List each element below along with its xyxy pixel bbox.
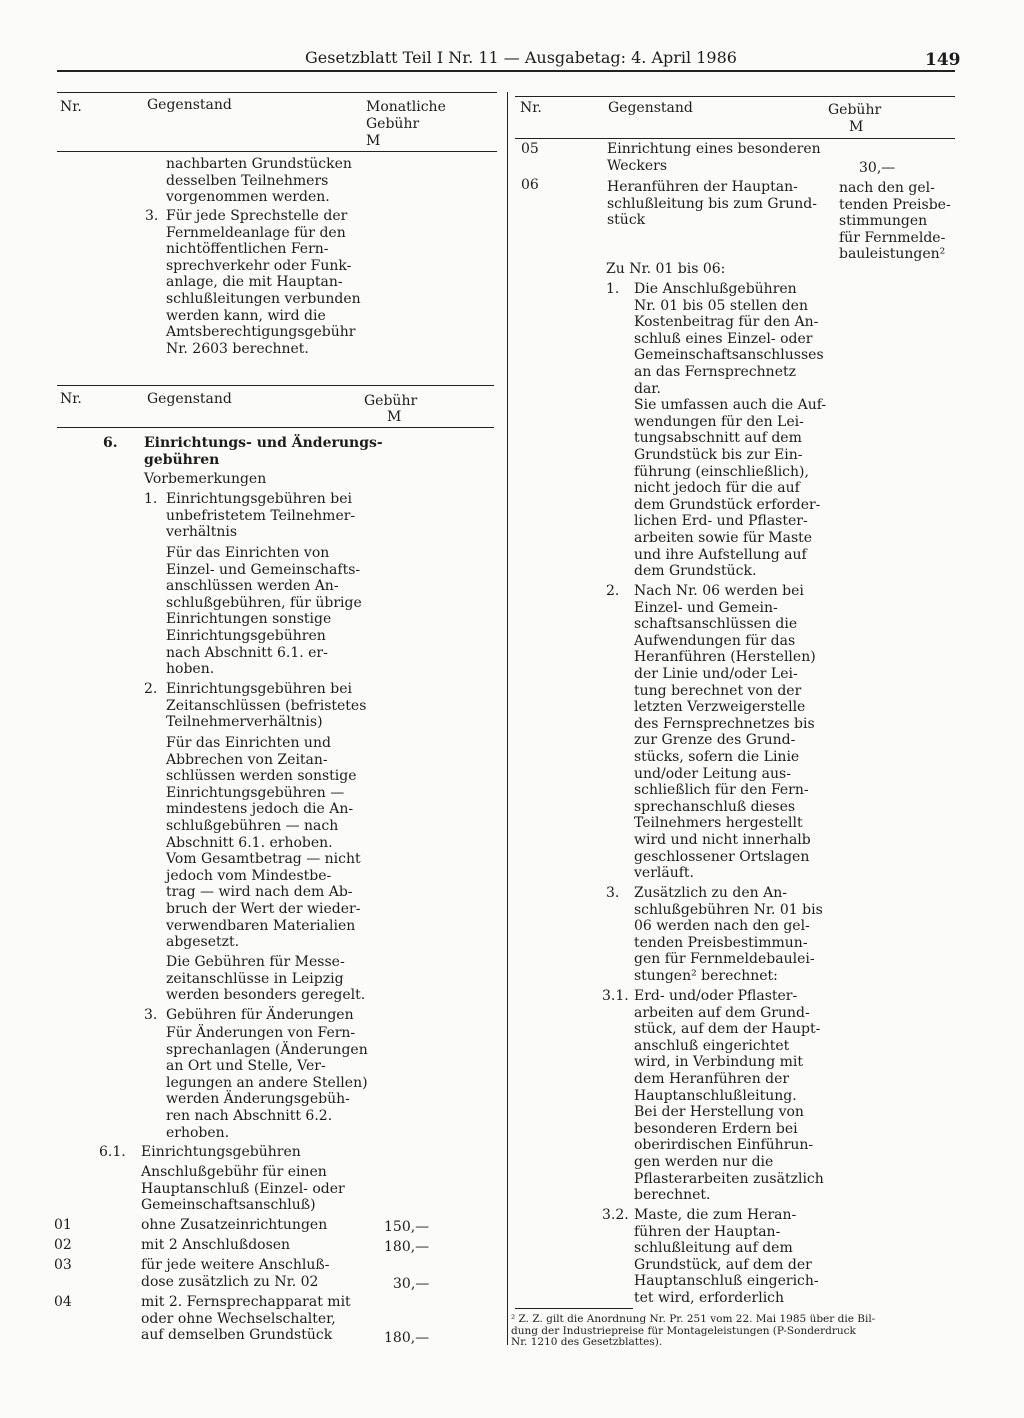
row-number: 04 bbox=[54, 1294, 72, 1310]
table1-header-rule bbox=[57, 151, 497, 152]
note-2-line: letzten Verzweigerstelle bbox=[634, 699, 806, 716]
row-description: Heranführen der Hauptan- bbox=[607, 179, 798, 195]
remark-1-line: hoben. bbox=[166, 661, 215, 678]
row-fee: 180,— bbox=[384, 1330, 430, 1346]
remark-2-line: Vom Gesamtbetrag — nicht bbox=[166, 851, 361, 868]
note-3-1-line: besonderen Erdern bei bbox=[634, 1120, 798, 1137]
note-3-line: stungen² berechnet: bbox=[634, 968, 778, 984]
table1-line: werden kann, wird die bbox=[166, 307, 326, 324]
note-3-1-line: Erd- und/oder Pflaster- bbox=[634, 988, 798, 1004]
note-1-line: Nr. 01 bis 05 stellen den bbox=[634, 297, 808, 314]
remark-3-line: Gebühren für Änderungen bbox=[166, 1007, 354, 1023]
note-3-1-line: Pflasterarbeiten zusätzlich bbox=[634, 1170, 824, 1187]
page-number: 149 bbox=[925, 50, 961, 70]
remark-1-line: unbefristetem Teilnehmer- bbox=[166, 507, 356, 524]
row-number: 06 bbox=[521, 177, 539, 193]
table1-line: Für jede Sprechstelle der bbox=[166, 208, 348, 224]
remark-3-line: ren nach Abschnitt 6.2. bbox=[166, 1108, 333, 1124]
remark-2-line: zeitanschlüsse in Leipzig bbox=[166, 970, 344, 987]
note-1-line: dem Grundstück erforder- bbox=[634, 496, 821, 513]
subsection-number: 6.1. bbox=[99, 1144, 126, 1160]
note-3-1-line: oberirdischen Einführun- bbox=[634, 1137, 814, 1154]
remark-2-line: schlüssen werden sonstige bbox=[166, 768, 357, 785]
note-2-line: Nach Nr. 06 werden bei bbox=[634, 583, 804, 599]
table1-line: desselben Teilnehmers bbox=[166, 172, 329, 189]
table1-header-subject: Gegenstand bbox=[147, 97, 232, 113]
remark-2-line: abgesetzt. bbox=[166, 934, 240, 951]
row-fee: bauleistungen² bbox=[839, 246, 946, 263]
table1-header-fee-line: Monatliche bbox=[366, 99, 446, 115]
note-1-line: tungsabschnitt auf dem bbox=[634, 430, 802, 447]
note-1-line: arbeiten sowie für Maste bbox=[634, 530, 813, 546]
running-title: Gesetzblatt Teil I Nr. 11 — Ausgabetag: 4. April 1986 bbox=[305, 48, 737, 67]
remark-2-line: Teilnehmerverhältnis) bbox=[166, 714, 323, 731]
note-3-2-number: 3.2. bbox=[602, 1207, 629, 1223]
table3-top-rule bbox=[515, 96, 955, 97]
header-rule bbox=[57, 70, 955, 72]
note-1-line: dem Grundstück. bbox=[634, 563, 757, 580]
table1-line: schlußleitungen verbunden bbox=[166, 291, 361, 307]
subsection-line: Einrichtungsgebühren bbox=[141, 1144, 301, 1160]
note-2-line: wird und nicht innerhalb bbox=[634, 832, 811, 848]
row-fee: 30,— bbox=[393, 1276, 430, 1292]
note-3-line: tenden Preisbestimmun- bbox=[634, 934, 808, 951]
note-1-line: an das Fernsprechnetz bbox=[634, 364, 796, 380]
remark-2-line: werden besonders geregelt. bbox=[166, 987, 366, 1004]
note-3-1-line: arbeiten auf dem Grund- bbox=[634, 1004, 810, 1021]
note-2-number: 2. bbox=[606, 583, 620, 599]
table1-line: nichtöffentlichen Fern- bbox=[166, 241, 329, 258]
row-number: 02 bbox=[54, 1237, 72, 1253]
note-3-2-line: Grundstück, auf dem der bbox=[634, 1256, 812, 1273]
note-3-line: Zusätzlich zu den An- bbox=[634, 885, 787, 901]
note-3-2-line: Hauptanschluß eingerich- bbox=[634, 1273, 819, 1290]
subsection-line: Anschlußgebühr für einen bbox=[141, 1164, 327, 1180]
footnote-line: Nr. 1210 des Gesetzblattes). bbox=[511, 1336, 663, 1348]
note-2-line: schließlich für den Fern- bbox=[634, 782, 809, 799]
note-3-2-line: schlußleitung auf dem bbox=[634, 1240, 793, 1257]
table3-header-subject: Gegenstand bbox=[608, 100, 693, 116]
row-fee: 150,— bbox=[384, 1219, 430, 1235]
table1-line: vorgenommen werden. bbox=[166, 189, 330, 206]
note-3-1-line: stück, auf dem der Haupt- bbox=[634, 1021, 821, 1038]
row-description: ohne Zusatzeinrichtungen bbox=[141, 1217, 328, 1233]
note-1-line: Sie umfassen auch die Auf- bbox=[634, 397, 827, 414]
row-description: mit 2 Anschlußdosen bbox=[141, 1237, 291, 1253]
row-number: 03 bbox=[54, 1257, 72, 1273]
section-title-line: Einrichtungs- und Änderungs- bbox=[144, 435, 383, 451]
table2-top-rule bbox=[57, 385, 494, 386]
remark-1-line: Einrichtungsgebühren bei bbox=[166, 491, 352, 507]
row-description: Einrichtung eines besonderen bbox=[607, 141, 821, 157]
table1-top-rule bbox=[57, 92, 497, 93]
table1-line: anlage, die mit Hauptan- bbox=[166, 274, 343, 291]
table3-header-fee-line: M bbox=[849, 119, 864, 135]
remark-3-number: 3. bbox=[144, 1007, 158, 1023]
table1-line: nachbarten Grundstücken bbox=[166, 156, 352, 172]
remark-3-line: erhoben. bbox=[166, 1124, 230, 1141]
table3-header-fee-line: Gebühr bbox=[828, 102, 882, 118]
footnote-rule bbox=[515, 1308, 633, 1309]
remark-1-line: Für das Einrichten von bbox=[166, 545, 330, 561]
remark-2-line: Zeitanschlüssen (befristetes bbox=[166, 697, 367, 714]
row-fee: für Fernmelde- bbox=[839, 229, 946, 246]
note-2-line: zur Grenze des Grund- bbox=[634, 732, 796, 749]
row-fee: stimmungen bbox=[839, 213, 928, 230]
remark-1-line: nach Abschnitt 6.1. er- bbox=[166, 644, 328, 661]
row-fee: tenden Preisbe- bbox=[839, 196, 951, 213]
remark-2-line: schlußgebühren — nach bbox=[166, 818, 339, 834]
row-description: stück bbox=[607, 212, 646, 229]
remark-2-line: Die Gebühren für Messe- bbox=[166, 954, 345, 970]
table1-line: Fernmeldeanlage für den bbox=[166, 224, 346, 241]
note-2-line: sprechanschluß dieses bbox=[634, 798, 796, 815]
remark-2-line: Einrichtungsgebühren — bbox=[166, 784, 345, 801]
footnote-line: ² Z. Z. gilt die Anordnung Nr. Pr. 251 vom 22. Mai 1985 über die Bil- bbox=[511, 1313, 876, 1325]
remark-3-line: sprechanlagen (Änderungen bbox=[166, 1041, 368, 1058]
section-number: 6. bbox=[103, 435, 118, 451]
row-fee: nach den gel- bbox=[839, 180, 935, 196]
note-2-line: und/oder Leitung aus- bbox=[634, 765, 791, 782]
footnote-line: dung der Industriepreise für Montageleistungen (P-Sonderdruck bbox=[511, 1324, 856, 1337]
note-3-line: schlußgebühren Nr. 01 bis bbox=[634, 901, 823, 918]
note-1-line: Gemeinschaftsanschlusses bbox=[634, 347, 824, 364]
note-2-line: verläuft. bbox=[634, 865, 694, 882]
table1-line: Amtsberechtigungsgebühr bbox=[166, 324, 356, 341]
note-1-line: schluß eines Einzel- oder bbox=[634, 330, 813, 347]
note-1-line: führung (einschließlich), bbox=[634, 463, 809, 480]
remark-1-line: Einzel- und Gemeinschafts- bbox=[166, 561, 361, 578]
table1-header-fee-line: Gebühr bbox=[366, 116, 420, 132]
remark-2-line: jedoch vom Mindestbe- bbox=[166, 867, 332, 884]
table1-header-fee-line: M bbox=[366, 133, 381, 149]
note-2-line: schaftsanschlüssen die bbox=[634, 616, 798, 633]
row-fee: 30,— bbox=[859, 160, 896, 176]
remark-1-line: Einrichtungen sonstige bbox=[166, 611, 332, 628]
remark-3-line: legungen an andere Stellen) bbox=[166, 1074, 368, 1091]
row-description: auf demselben Grundstück bbox=[141, 1327, 333, 1344]
note-2-line: Einzel- und Gemein- bbox=[634, 599, 778, 616]
note-1-number: 1. bbox=[606, 281, 620, 297]
table2-header-nr: Nr. bbox=[60, 391, 82, 407]
remark-2-line: verwendbaren Materialien bbox=[166, 917, 356, 934]
note-1-line: wendungen für den Lei- bbox=[634, 413, 804, 430]
note-1-line: Grundstück bis zur Ein- bbox=[634, 447, 803, 463]
note-3-number: 3. bbox=[606, 885, 620, 901]
note-3-2-line: führen der Hauptan- bbox=[634, 1223, 781, 1240]
note-2-line: der Linie und/oder Lei- bbox=[634, 666, 798, 682]
note-1-line: dar. bbox=[634, 380, 661, 397]
note-3-2-line: tet wird, erforderlich bbox=[634, 1290, 785, 1306]
row-description: schlußleitung bis zum Grund- bbox=[607, 195, 817, 212]
note-1-line: Kostenbeitrag für den An- bbox=[634, 314, 819, 331]
note-2-line: stücks, sofern die Linie bbox=[634, 749, 800, 765]
note-2-line: Aufwendungen für das bbox=[634, 632, 796, 649]
remark-2-line: bruch der Wert der wieder- bbox=[166, 901, 361, 917]
row-number: 05 bbox=[521, 141, 539, 157]
note-2-line: tung berechnet von der bbox=[634, 682, 802, 699]
note-3-line: 06 werden nach den gel- bbox=[634, 918, 810, 935]
note-3-1-line: gen werden nur die bbox=[634, 1154, 774, 1170]
note-3-2-line: Maste, die zum Heran- bbox=[634, 1207, 797, 1223]
row-description: für jede weitere Anschluß- bbox=[141, 1257, 330, 1273]
note-1-line: und ihre Aufstellung auf bbox=[634, 546, 807, 563]
subsection-line: Gemeinschaftsanschluß) bbox=[141, 1197, 316, 1214]
note-2-line: geschlossener Ortslagen bbox=[634, 848, 810, 865]
preliminary-remarks-heading: Vorbemerkungen bbox=[144, 471, 267, 487]
remark-2-line: Für das Einrichten und bbox=[166, 735, 331, 751]
note-2-line: des Fernsprechnetzes bis bbox=[634, 715, 815, 732]
table1-line: Nr. 2603 berechnet. bbox=[166, 340, 309, 357]
remark-1-number: 1. bbox=[144, 491, 158, 507]
table1-line: sprechverkehr oder Funk- bbox=[166, 257, 352, 274]
row-description: mit 2. Fernsprechapparat mit bbox=[141, 1294, 351, 1310]
remark-3-line: werden Änderungsgebüh- bbox=[166, 1091, 350, 1108]
remark-2-line: trag — wird nach dem Ab- bbox=[166, 884, 353, 901]
note-1-line: Die Anschlußgebühren bbox=[634, 281, 797, 297]
table1-header-nr: Nr. bbox=[60, 99, 82, 115]
note-3-1-line: Bei der Herstellung von bbox=[634, 1104, 804, 1121]
section-title-line: gebühren bbox=[144, 451, 220, 468]
remark-1-line: Einrichtungsgebühren bbox=[166, 628, 326, 644]
note-3-1-line: Hauptanschlußleitung. bbox=[634, 1087, 797, 1104]
remark-2-line: Einrichtungsgebühren bei bbox=[166, 681, 352, 697]
table2-header-fee-line: Gebühr bbox=[364, 393, 418, 409]
notes-heading: Zu Nr. 01 bis 06: bbox=[606, 261, 726, 277]
table2-header-fee-line: M bbox=[387, 409, 402, 425]
remark-2-number: 2. bbox=[144, 681, 158, 697]
note-2-line: Heranführen (Herstellen) bbox=[634, 649, 816, 666]
remark-1-line: anschlüssen werden An- bbox=[166, 578, 339, 595]
note-1-line: nicht jedoch für die auf bbox=[634, 480, 800, 497]
note-3-line: gen für Fernmeldebaulei- bbox=[634, 951, 815, 968]
remark-2-line: Abbrechen von Zeitan- bbox=[166, 751, 328, 768]
note-3-1-line: dem Heranführen der bbox=[634, 1071, 790, 1087]
note-3-1-line: berechnet. bbox=[634, 1187, 711, 1204]
row-number: 01 bbox=[54, 1217, 72, 1233]
remark-1-line: verhältnis bbox=[166, 524, 238, 541]
table3-header-rule bbox=[515, 138, 955, 139]
remark-3-line: Für Änderungen von Fern- bbox=[166, 1025, 356, 1041]
row-description: Weckers bbox=[607, 157, 668, 174]
row-fee: 180,— bbox=[384, 1239, 430, 1255]
note-1-line: lichen Erd- und Pflaster- bbox=[634, 513, 808, 530]
table2-header-subject: Gegenstand bbox=[147, 391, 232, 407]
note-3-1-line: anschluß eingerichtet bbox=[634, 1037, 790, 1054]
remark-2-line: mindestens jedoch die An- bbox=[166, 801, 354, 818]
note-3-1-line: wird, in Verbindung mit bbox=[634, 1054, 804, 1071]
table1-item-number: 3. bbox=[145, 208, 159, 224]
note-3-1-number: 3.1. bbox=[602, 988, 629, 1004]
table2-header-rule bbox=[57, 427, 494, 428]
note-2-line: Teilnehmers hergestellt bbox=[634, 815, 803, 832]
table3-header-nr: Nr. bbox=[520, 100, 542, 116]
row-description: dose zusätzlich zu Nr. 02 bbox=[141, 1273, 319, 1290]
remark-3-line: an Ort und Stelle, Ver- bbox=[166, 1058, 326, 1075]
row-description: oder ohne Wechselschalter, bbox=[141, 1310, 336, 1327]
subsection-line: Hauptanschluß (Einzel- oder bbox=[141, 1180, 345, 1197]
remark-2-line: Abschnitt 6.1. erhoben. bbox=[166, 834, 333, 851]
column-divider bbox=[507, 92, 508, 1345]
remark-1-line: schlußgebühren, für übrige bbox=[166, 594, 362, 611]
